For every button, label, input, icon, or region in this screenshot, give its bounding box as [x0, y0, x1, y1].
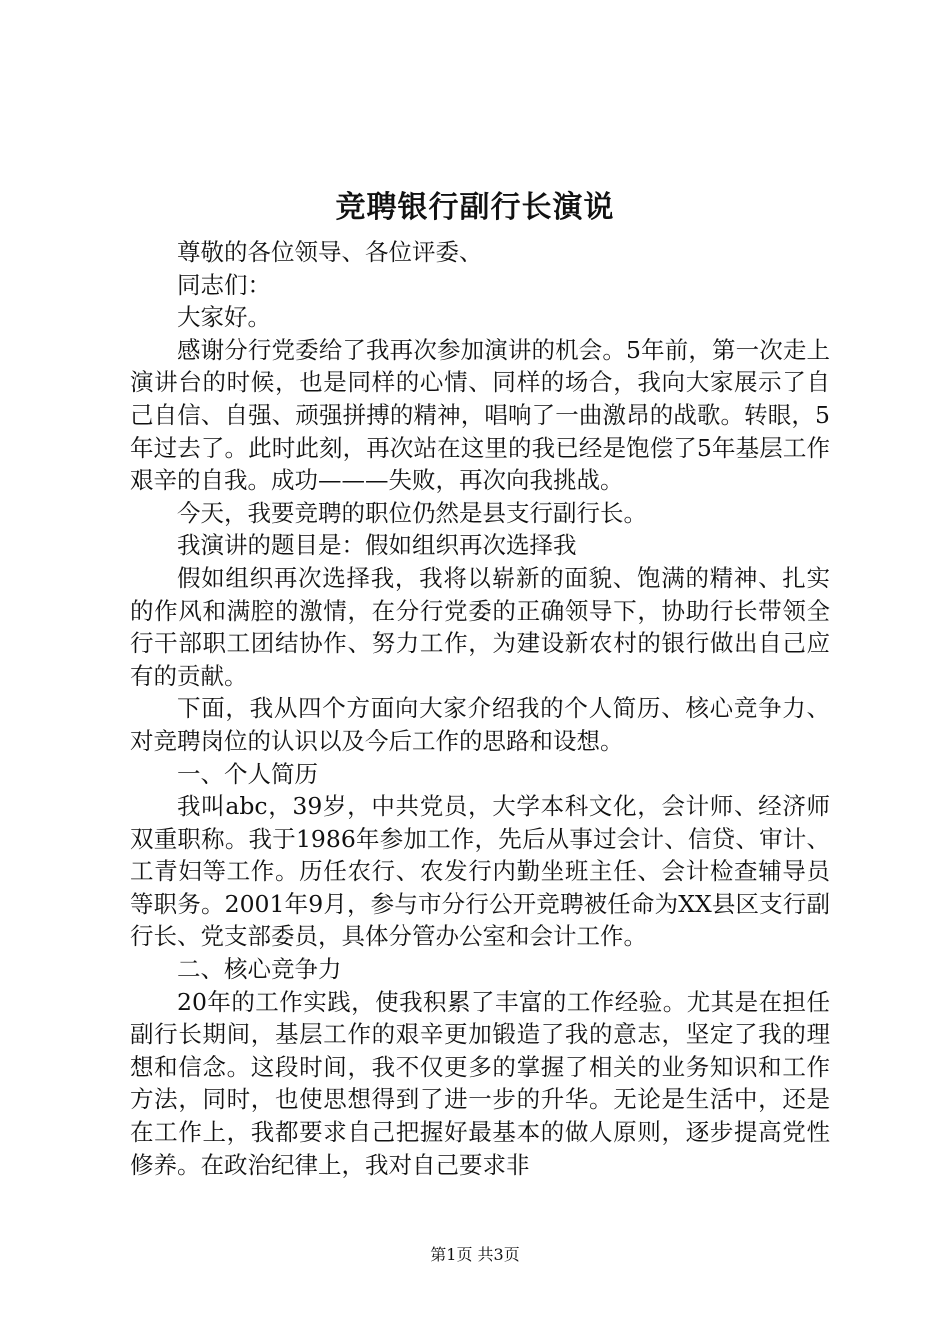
paragraph-salutation-2: 同志们： [177, 270, 271, 299]
paragraph-pledge: 假如组织再次选择我，我将以崭新的面貌、饱满的精神、扎实的作风和满腔的激情，在分行党委的正确领导下，协助行长带领全行干部职工团结协作、努力工作，为建设新农村的银行做出自己应有的贡献。 [130, 563, 830, 690]
section-heading-resume: 一、个人简历 [177, 759, 318, 788]
paragraph-greeting: 大家好。 [177, 303, 271, 332]
paragraph-salutation-1: 尊敬的各位领导、各位评委、 [177, 238, 483, 266]
section-heading-competitiveness: 二、核心竞争力 [177, 955, 342, 984]
document-title: 竞聘银行副行长演说 [335, 190, 615, 225]
paragraph-thanks: 感谢分行党委给了我再次参加演讲的机会。5年前，第一次走上演讲台的时候，也是同样的心情、同样的场合，我向大家展示了自己自信、自强、顽强拼搏的精神，唱响了一曲激昂的战歌。转眼，5年过去了。此时此刻，再次站在这里的我已经是饱偿了5年基层工作艰辛的自我。成功———失败，再次向我挑战。 [130, 335, 830, 495]
document-body [130, 236, 830, 1181]
paragraph-position: 今天，我要竞聘的职位仍然是县支行副行长。 [177, 498, 647, 527]
paragraph-competitiveness: 20年的工作实践，使我积累了丰富的工作经验。尤其是在担任副行长期间，基层工作的艰辛更加锻造了我的意志，坚定了我的理想和信念。这段时间，我不仅更多的掌握了相关的业务知识和工作方法，同时，也使思想得到了进一步的升华。无论是生活中，还是在工作上，我都要求自己把握好最基本的做人原则，逐步提高党性修养。在政治纪律上，我对自己要求非 [130, 987, 830, 1179]
page-footer: 第1页 共3页 [430, 1245, 520, 1264]
paragraph-resume: 我叫abc，39岁，中共党员，大学本科文化，会计师、经济师双重职称。我于1986年参加工作，先后从事过会计、信贷、审计、工青妇等工作。历任农行、农发行内勤坐班主任、会计检查辅导员等职务。2001年9月，参与市分行公开竞聘被任命为XX县区支行副行长、党支部委员，具体分管办公室和会计工作。 [130, 792, 830, 951]
paragraph-outline: 下面，我从四个方面向大家介绍我的个人简历、核心竞争力、对竞聘岗位的认识以及今后工作的思路和设想。 [130, 694, 830, 755]
paragraph-topic: 我演讲的题目是：假如组织再次选择我 [177, 531, 577, 560]
